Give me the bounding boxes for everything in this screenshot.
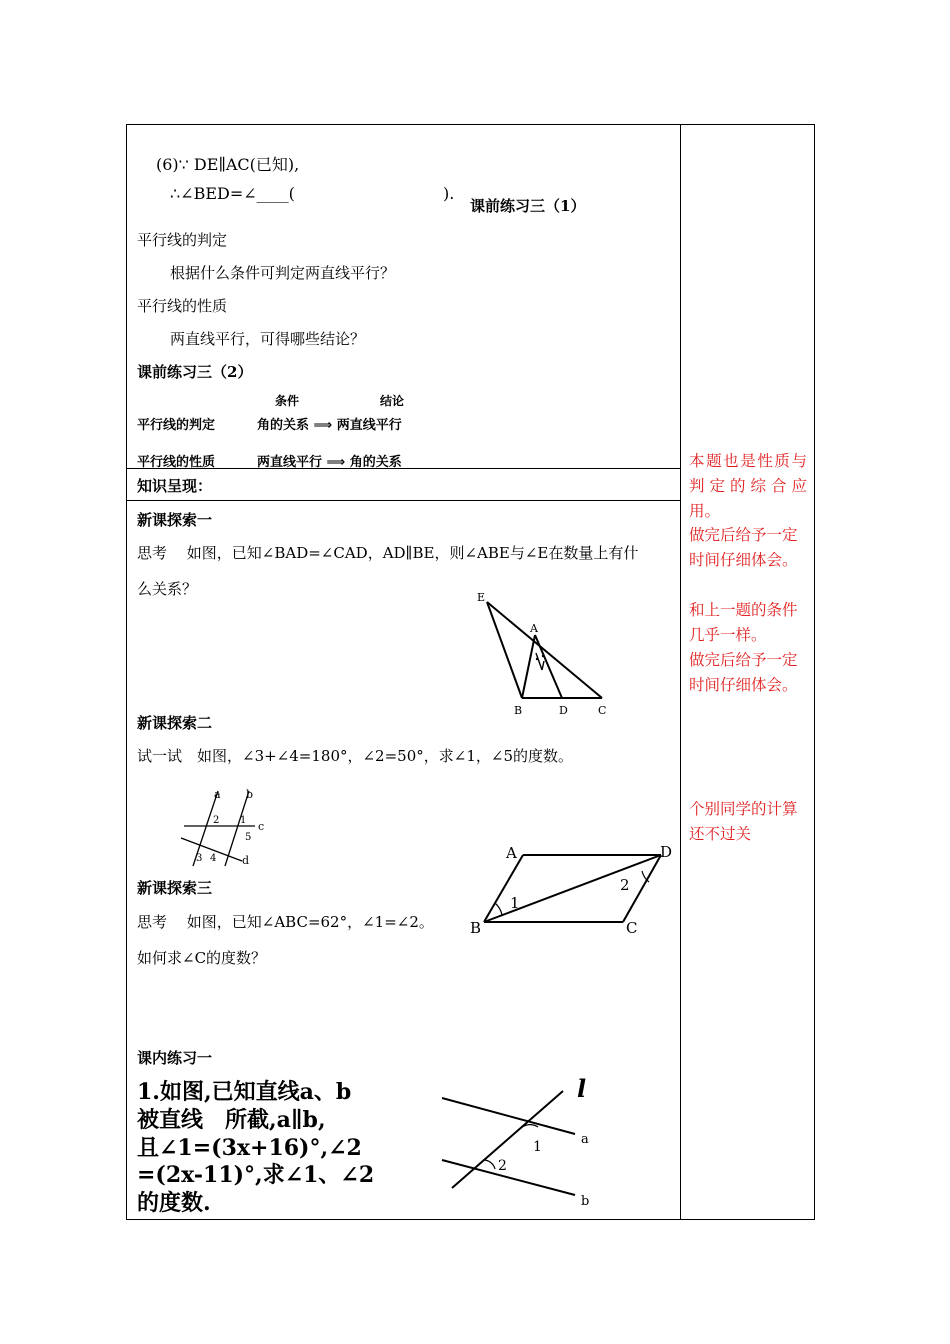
explore-1-title: 新课探索一 bbox=[137, 511, 213, 529]
fig2-label-1: 1 bbox=[240, 815, 247, 826]
explore-1-text-1: 思考 如图，已知∠BAD=∠CAD，AD∥BE，则∠ABE与∠E在数量上有什 bbox=[137, 544, 639, 562]
fig2-label-3: 3 bbox=[196, 853, 203, 864]
explore-2-title: 新课探索二 bbox=[137, 714, 213, 732]
cond-concl-header-cond: 条件 bbox=[275, 394, 300, 408]
fig3-label-d: D bbox=[660, 843, 673, 861]
fig2-label-a: a bbox=[214, 788, 221, 801]
explore-2-text: 试一试 如图，∠3+∠4=180°，∠2=50°，求∠1，∠5的度数。 bbox=[137, 747, 573, 765]
cond-concl-row2-content: 两直线平行 ⟹ 角的关系 bbox=[257, 455, 402, 470]
explore-1-text-2: 么关系？ bbox=[137, 580, 198, 598]
fig3-label-2: 2 bbox=[620, 876, 630, 894]
explore-3-figure bbox=[466, 838, 678, 938]
table-border-right bbox=[814, 124, 815, 1220]
fig3-label-b: B bbox=[470, 919, 482, 937]
heading-practice-3-1: 课前练习三（1） bbox=[470, 197, 586, 215]
note-5: 个别同学的计算还不过关 bbox=[689, 800, 798, 843]
note-3: 和上一题的条件几乎一样。 bbox=[689, 601, 798, 644]
practice-1-line-3: 且∠1=(3x+16)°,∠2 bbox=[137, 1135, 362, 1161]
fig3-label-c: C bbox=[626, 919, 638, 937]
fig4-label-l: l bbox=[577, 1075, 587, 1103]
fig1-label-e: E bbox=[477, 591, 486, 604]
fig2-label-2: 2 bbox=[213, 815, 220, 826]
fig2-label-d: d bbox=[242, 854, 250, 867]
row-divider-2 bbox=[126, 500, 681, 501]
practice-1-title: 课内练习一 bbox=[137, 1049, 213, 1067]
heading-practice-3-2: 课前练习三（2） bbox=[137, 363, 253, 381]
fig2-label-b: b bbox=[246, 788, 254, 801]
para-parallel-property: 平行线的性质 bbox=[137, 297, 228, 315]
proof-line-2: ∴∠BED=∠____( bbox=[170, 184, 295, 203]
practice-1-line-5: 的度数. bbox=[137, 1190, 211, 1216]
note-1: 本题也是性质与判定的综合应用。 bbox=[689, 452, 807, 520]
fig1-label-c: C bbox=[598, 704, 607, 717]
para-question-property: 两直线平行，可得哪些结论？ bbox=[170, 330, 366, 348]
fig3-label-a: A bbox=[506, 844, 517, 862]
fig2-label-4: 4 bbox=[210, 853, 217, 864]
fig4-label-2: 2 bbox=[498, 1158, 507, 1174]
fig1-label-a: A bbox=[530, 622, 538, 635]
note-2: 做完后给予一定时间仔细体会。 bbox=[689, 526, 798, 569]
table-border-bottom bbox=[126, 1219, 815, 1220]
explore-1-figure bbox=[470, 585, 620, 720]
fig3-label-1: 1 bbox=[510, 894, 520, 912]
fig4-label-1: 1 bbox=[533, 1139, 542, 1155]
fig4-label-b: b bbox=[581, 1194, 590, 1209]
proof-line-1: (6)∵ DE∥AC(已知), bbox=[156, 155, 300, 174]
knowledge-title: 知识呈现： bbox=[137, 477, 213, 495]
cond-concl-header-concl: 结论 bbox=[380, 394, 405, 408]
fig4-label-a: a bbox=[581, 1132, 589, 1147]
practice-1-line-2: 被直线 所截,a∥b, bbox=[137, 1107, 326, 1133]
column-divider bbox=[680, 124, 681, 1220]
proof-line-2-end: ). bbox=[443, 184, 455, 203]
practice-1-figure bbox=[435, 1075, 600, 1215]
para-question-judgment: 根据什么条件可判定两直线平行？ bbox=[170, 264, 396, 282]
cond-concl-row1-label: 平行线的判定 bbox=[137, 418, 216, 433]
cond-concl-row2-label: 平行线的性质 bbox=[137, 455, 216, 470]
para-parallel-judgment: 平行线的判定 bbox=[137, 231, 228, 249]
explore-3-title: 新课探索三 bbox=[137, 879, 213, 897]
fig2-label-5: 5 bbox=[245, 832, 252, 843]
table-border-top bbox=[126, 124, 815, 125]
table-border-left bbox=[126, 124, 127, 1220]
fig1-label-b: B bbox=[514, 704, 523, 717]
fig2-label-c: c bbox=[258, 820, 265, 833]
cond-concl-row1-content: 角的关系 ⟹ 两直线平行 bbox=[257, 418, 402, 433]
explore-2-figure bbox=[176, 786, 276, 871]
practice-1-line-4: =(2x-11)°,求∠1、∠2 bbox=[137, 1162, 375, 1188]
fig1-label-d: D bbox=[559, 704, 568, 717]
explore-3-text-2: 如何求∠C的度数？ bbox=[137, 949, 267, 967]
note-4: 做完后给予一定时间仔细体会。 bbox=[689, 651, 798, 694]
explore-3-text-1: 思考 如图，已知∠ABC=62°，∠1=∠2。 bbox=[137, 913, 434, 931]
practice-1-line-1: 1.如图,已知直线a、b bbox=[137, 1079, 352, 1105]
